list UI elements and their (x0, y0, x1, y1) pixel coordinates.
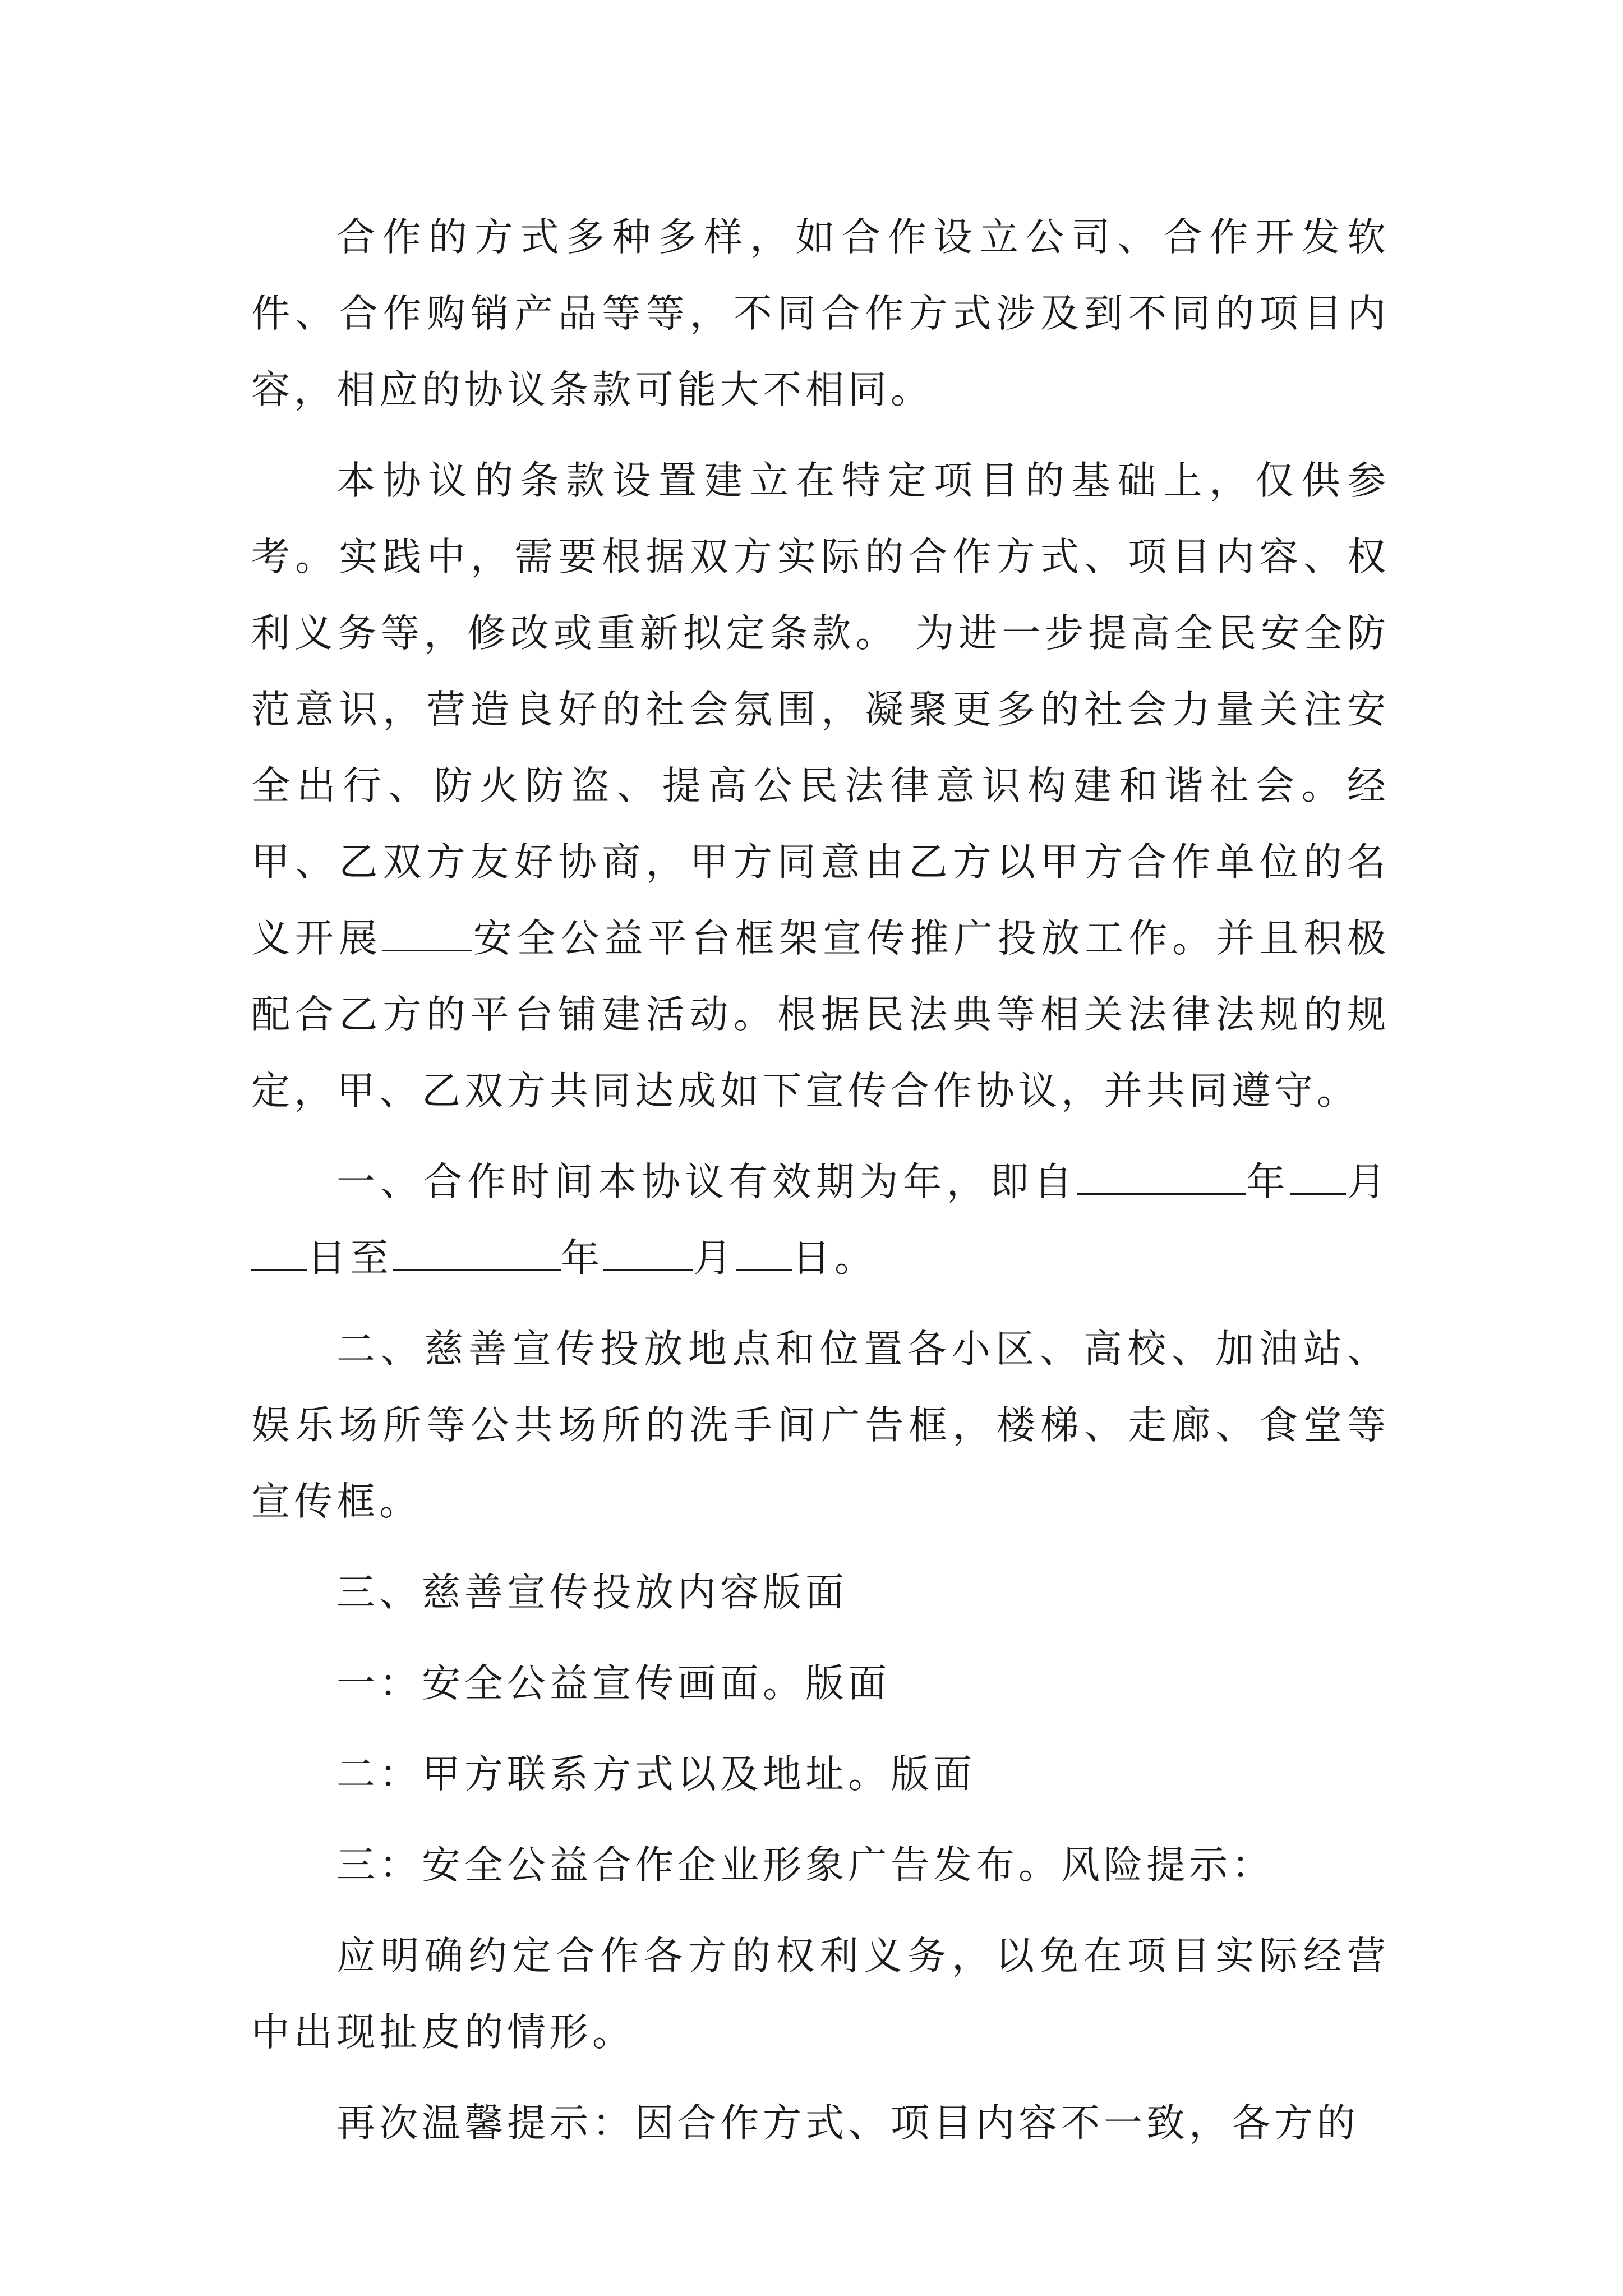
end-year-label: 年 (561, 1236, 603, 1281)
end-year-blank (393, 1238, 561, 1271)
reminder-note: 再次温馨提示：因合作方式、项目内容不一致，各方的 (336, 2101, 1359, 2146)
start-day-label: 日至 (307, 1236, 393, 1281)
risk-note-rights-obligations: 应明确约定合作各方的权利义务，以免在项目实际经营中出现扯皮的情形。 (251, 1934, 1390, 2055)
paragraph-agreement-scope-text: 安全公益平台框架宣传推广投放工作。并且积极配合乙方的平台铺建活动。根据民法典等相关法律法规的规定，甲、乙双方共同达成如下宣传合作协议，并共同遵守。 (251, 916, 1390, 1114)
end-day-blank (736, 1238, 792, 1271)
platform-name-blank (382, 918, 472, 951)
start-year-label: 年 (1245, 1159, 1290, 1204)
start-month-label: 月 (1346, 1159, 1390, 1204)
layout-item-safety-poster: 一：安全公益宣传画面。版面 (336, 1661, 891, 1706)
paragraph-cooperation-methods: 合作的方式多种多样，如合作设立公司、合作开发软件、合作购销产品等等，不同合作方式涉及到不同的项目内容，相应的协议条款可能大不相同。 (251, 215, 1390, 412)
end-month-blank (603, 1238, 693, 1271)
end-month-label: 月 (693, 1236, 736, 1281)
start-day-blank (251, 1238, 307, 1271)
start-month-blank (1290, 1162, 1346, 1195)
clause-placement-locations: 二、慈善宣传投放地点和位置各小区、高校、加油站、娱乐场所等公共场所的洗手间广告框，楼梯、走廊、食堂等宣传框。 (251, 1327, 1390, 1524)
paragraph-agreement-background-text: 本协议的条款设置建立在特定项目的基础上，仅供参考。实践中，需要根据双方实际的合作方式、项目内容、权利义务等，修改或重新拟定条款。 为进一步提高全民安全防范意识，营造良好的社会氛围，凝聚更多的社会力量关注安全出行、防火防盗、提高公民法律意识构建和谐社会。经甲、乙双方友好协商，甲方同意由乙方以甲方合作单位的名义开展 (251, 458, 1390, 961)
layout-item-corporate-image: 三：安全公益合作企业形象广告发布。风险提示： (336, 1843, 1274, 1888)
paragraph-agreement-background (251, 443, 1390, 1129)
clause-content-layout-heading: 三、慈善宣传投放内容版面 (336, 1570, 848, 1615)
clause-period-lead: 一、合作时间本协议有效期为年，即自 (336, 1159, 1077, 1204)
document-body (251, 199, 1390, 2176)
clause-cooperation-period (251, 1144, 1390, 1296)
end-day-label: 日。 (792, 1236, 877, 1281)
start-year-blank (1077, 1162, 1246, 1195)
layout-item-contact-address: 二：甲方联系方式以及地址。版面 (336, 1752, 976, 1797)
